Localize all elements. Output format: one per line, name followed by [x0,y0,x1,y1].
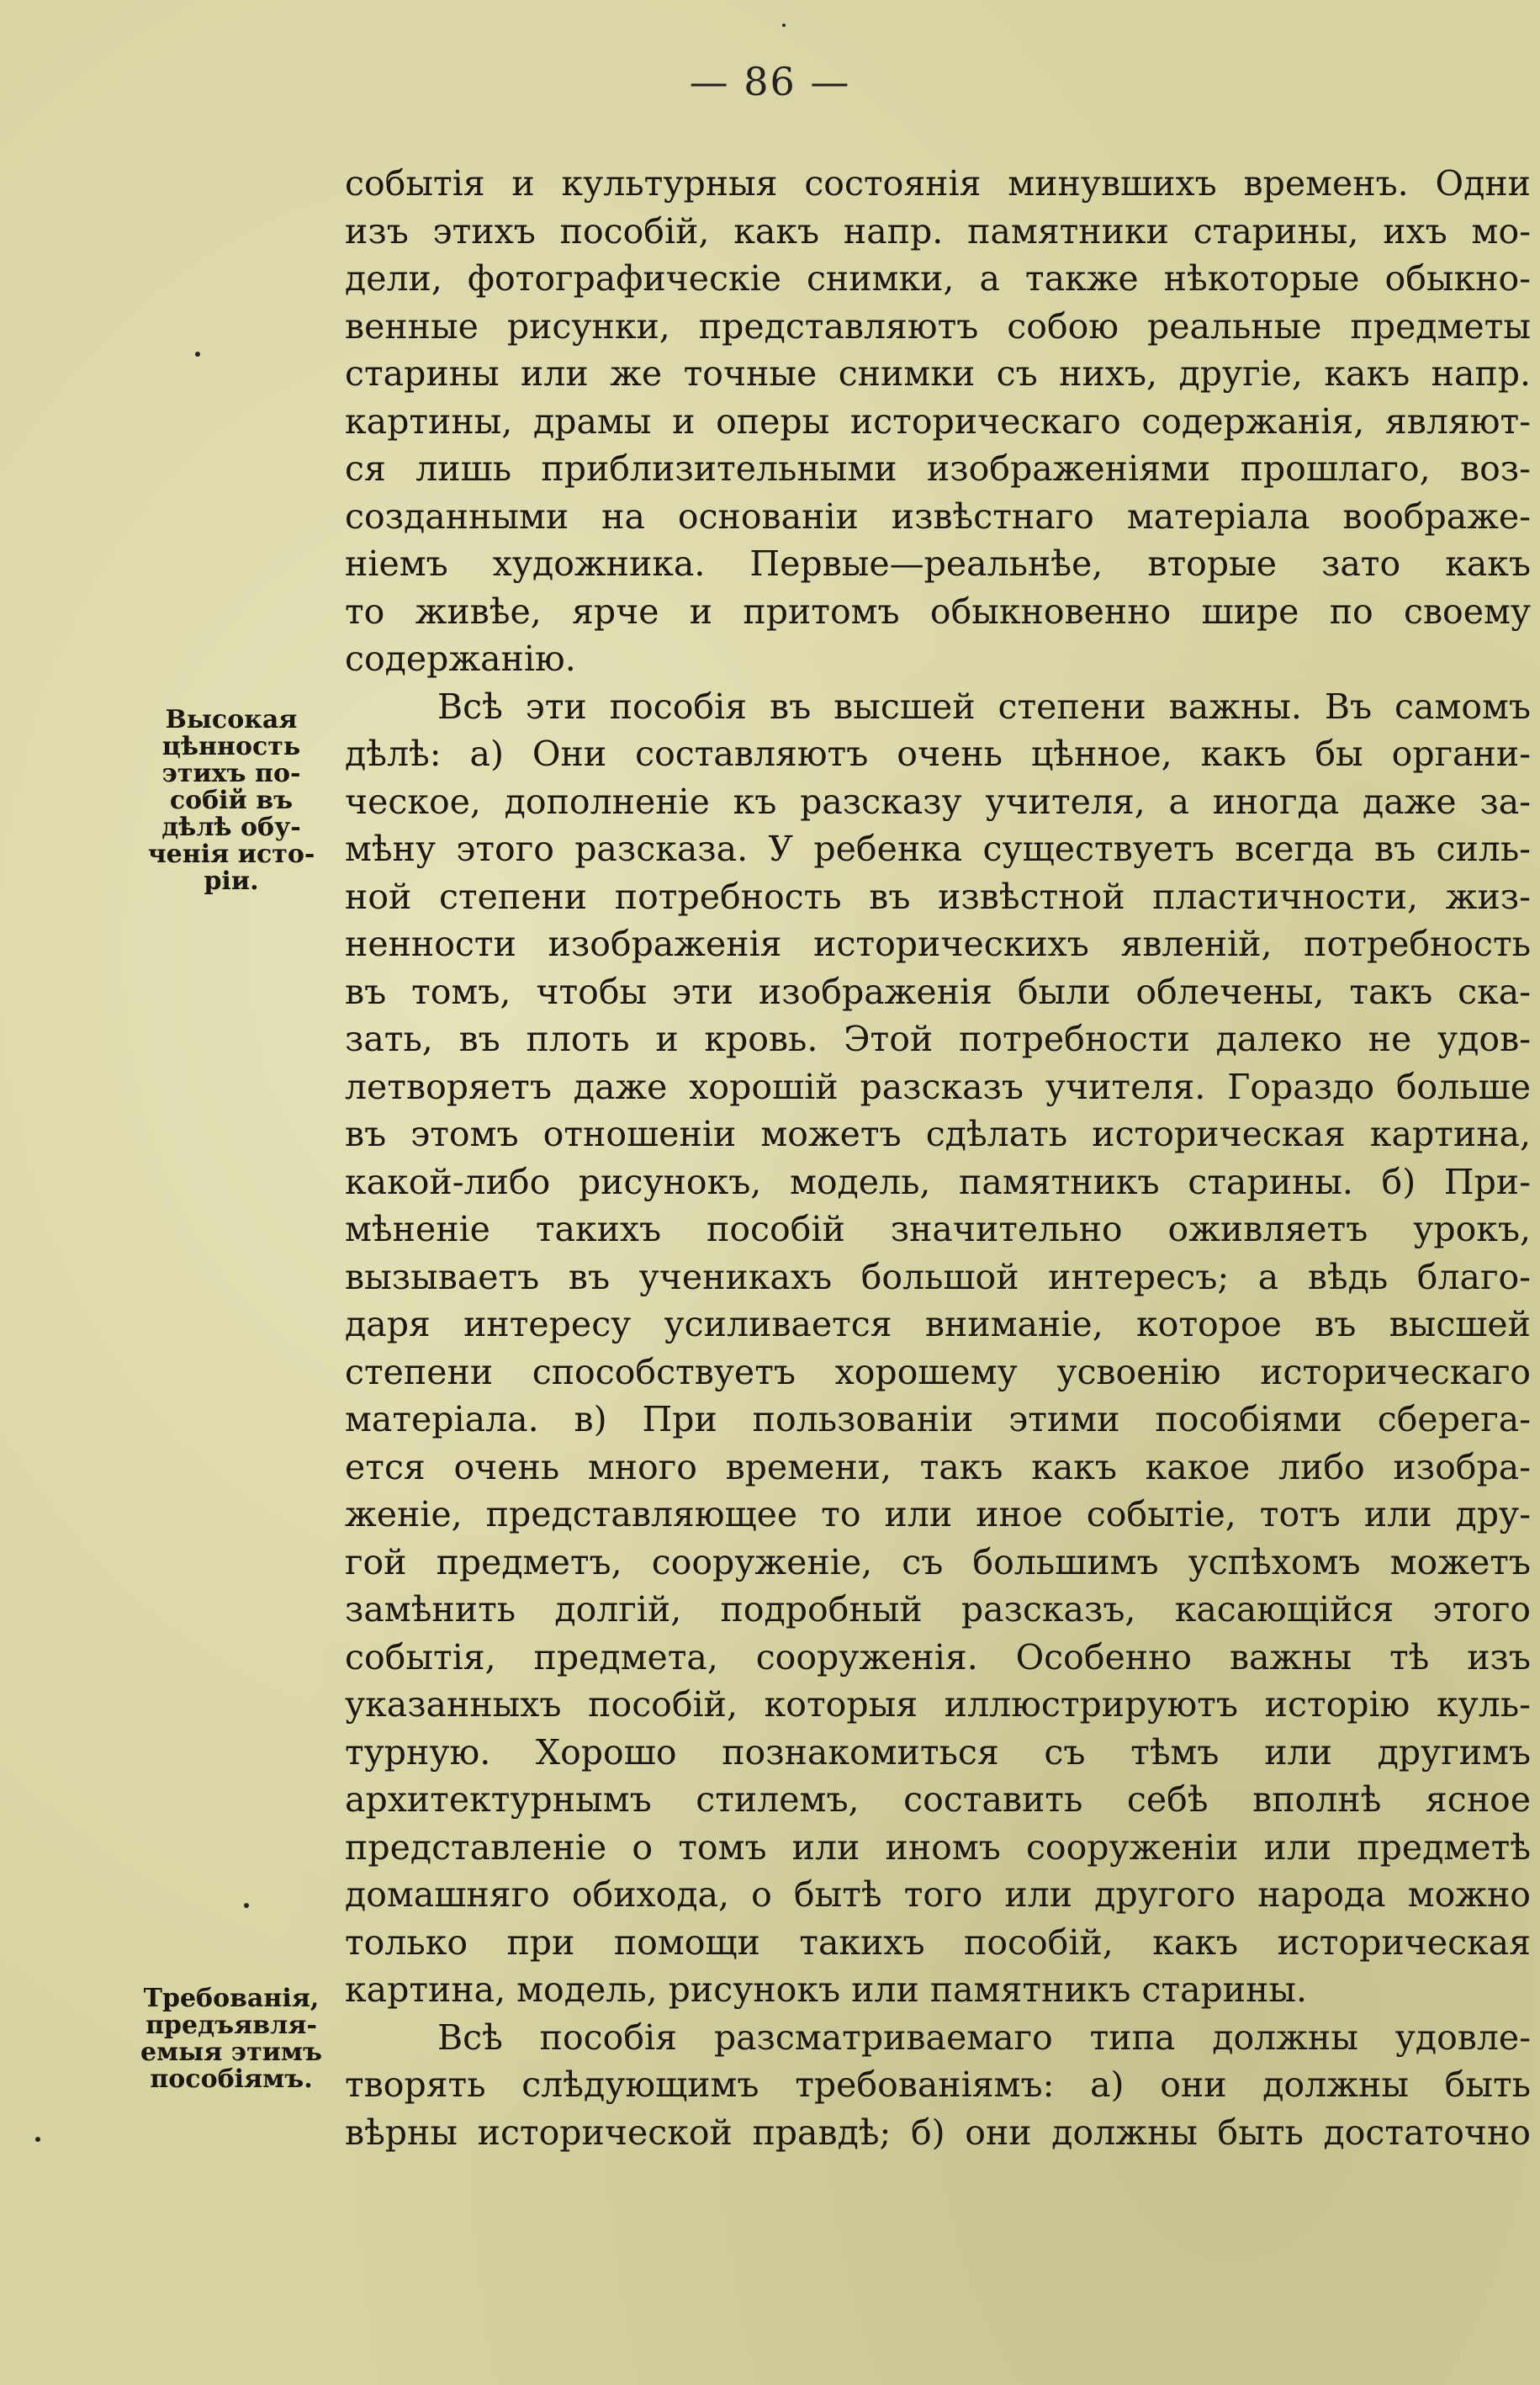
text-line: замѣнить долгій, подробный разсказъ, касающійся этого [345,1589,1531,1630]
text-line: содержанію. [345,639,576,679]
paper-speck [782,24,786,27]
text-line: ной степени потребность въ извѣстной пластичности, жиз- [345,876,1531,917]
main-text [345,160,1531,2156]
text-line: какой-либо рисунокъ, модель, памятникъ старины. б) При- [345,1161,1531,1202]
paper-speck [35,2137,40,2142]
margin-note-line: дѣлѣ обу- [161,813,301,842]
paragraph-start-line: Всѣ пособія разсматриваемаго типа должны удовле- [437,2017,1531,2058]
margin-note-line: этихъ по- [161,759,301,788]
margin-note-line: ченія исто- [147,840,315,869]
margin-note-value-of-aids [126,707,336,895]
text-line: домашняго обихода, о бытѣ того или другого народа можно [345,1874,1531,1915]
text-line: зать, въ плоть и кровь. Этой потребности далеко не удов- [345,1019,1531,1059]
text-line: картина, модель, рисунокъ или памятникъ старины. [345,1969,1308,2010]
margin-note-line: ріи. [204,867,259,896]
paper-speck [195,352,200,357]
text-line: представленіе о томъ или иномъ сооруженіи или предметѣ [345,1826,1531,1868]
text-line: картины, драмы и оперы историческаго содержанія, являют- [345,400,1531,442]
margin-note-line: Требованія, [143,1984,320,2013]
margin-note-requirements [126,1985,336,2093]
text-line: въ томъ, чтобы эти изображенія были облечены, такъ ска- [345,971,1531,1012]
text-line: вѣрны исторической правдѣ; б) они должны быть достаточно [345,2112,1531,2153]
text-line: матеріала. в) При пользованіи этими пособіями сберега- [345,1399,1531,1439]
text-line: вызываетъ въ ученикахъ большой интересъ; а вѣдь благо- [345,1256,1531,1297]
text-line: даря интересу усиливается вниманіе, которое въ высшей [345,1304,1531,1344]
page-number: — 86 — [689,59,851,104]
text-line: дели, фотографическіе снимки, а также нѣкоторые обыкно- [345,258,1531,299]
text-line: мѣну этого разсказа. У ребенка существуетъ всегда въ силь- [345,829,1531,869]
text-line: архитектурнымъ стилемъ, составить себѣ вполнѣ ясное [345,1779,1531,1820]
text-line: ся лишь приблизительными изображеніями прошлаго, воз- [345,448,1531,489]
text-line: ніемъ художника. Первые—реальнѣе, вторые зато какъ [345,543,1531,584]
text-line: старины или же точные снимки съ нихъ, другіе, какъ напр. [345,353,1531,394]
text-line: женіе, представляющее то или иное событіе, тотъ или дру- [345,1494,1531,1534]
text-line: указанныхъ пособій, которыя иллюстрируютъ исторію куль- [345,1684,1531,1725]
text-line: степени способствуетъ хорошему усвоенію историческаго [345,1351,1531,1392]
text-line: изъ этихъ пособій, какъ напр. памятники старины, ихъ мо- [345,210,1531,252]
text-line: ческое, дополненіе къ разсказу учителя, а иногда даже за- [345,781,1531,822]
text-line: венные рисунки, представляютъ собою реальные предметы [345,305,1531,347]
text-line: въ этомъ отношеніи можетъ сдѣлать историческая картина, [345,1114,1531,1154]
text-line: творять слѣдующимъ требованіямъ: а) они должны быть [345,2064,1531,2105]
text-line: дѣлѣ: а) Они составляютъ очень цѣнное, какъ бы органи- [345,734,1531,774]
margin-note-line: собій въ [169,786,294,815]
text-line: то живѣе, ярче и притомъ обыкновенно шире по своему [345,591,1531,632]
text-line: гой предметъ, сооруженіе, съ большимъ успѣхомъ можетъ [345,1541,1531,1582]
text-line: событія, предмета, сооруженія. Особенно важны тѣ изъ [345,1636,1531,1677]
text-line: только при помощи такихъ пособій, какъ историческая [345,1921,1531,1963]
margin-note-line: Высокая [165,705,298,734]
text-line: мѣненіе такихъ пособій значительно оживляетъ урокъ, [345,1209,1531,1249]
text-line: летворяетъ даже хорошій разсказъ учителя. Гораздо больше [345,1066,1531,1107]
paper-speck [244,1903,249,1908]
text-line: созданными на основаніи извѣстнаго матеріала воображе- [345,496,1531,537]
paragraph-start-line: Всѣ эти пособія въ высшей степени важны. Въ самомъ [437,686,1531,727]
text-line: турную. Хорошо познакомиться съ тѣмъ или другимъ [345,1731,1531,1773]
margin-note-line: емыя этимъ [140,2038,322,2067]
margin-note-line: цѣнность [161,732,301,761]
text-line: ется очень много времени, такъ какъ какое либо изобра- [345,1446,1531,1487]
text-line: ненности изображенія историческихъ явленій, потребность [345,924,1531,964]
text-line: событія и культурныя состоянія минувшихъ временъ. Одни [345,163,1531,204]
margin-note-line: предъявля- [146,2011,317,2040]
margin-note-line: пособіямъ. [150,2064,313,2094]
